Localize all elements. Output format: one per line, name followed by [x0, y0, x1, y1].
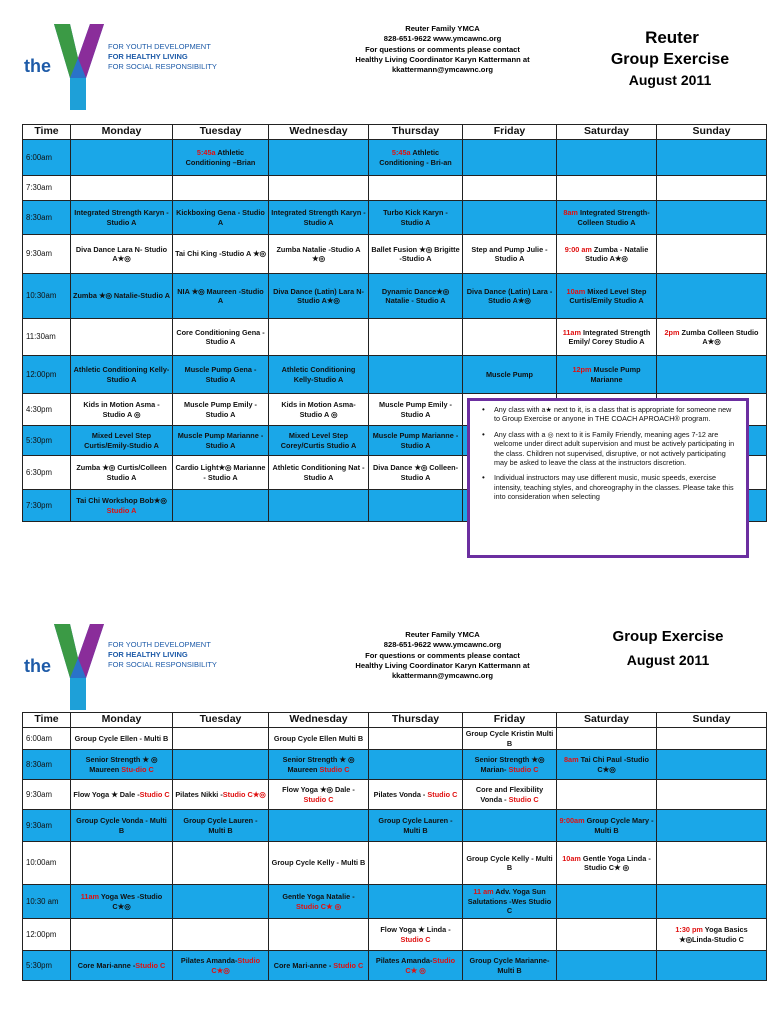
class-cell [369, 728, 463, 750]
table-row [23, 356, 767, 394]
class-cell [369, 750, 463, 780]
class-cell: Muscle Pump Marianne - Studio A [173, 426, 269, 456]
class-cell [557, 728, 657, 750]
ymca-tagline: FOR YOUTH DEVELOPMENT FOR HEALTHY LIVING FOR SOCIAL RESPONSIBILITY [108, 640, 217, 669]
class-cell [369, 842, 463, 885]
header-row [23, 713, 767, 728]
class-cell: Muscle Pump Marianne - Studio A [369, 426, 463, 456]
column-header: Thursday [369, 125, 463, 140]
class-cell [173, 176, 269, 201]
table-row [23, 176, 767, 201]
table-row [23, 319, 767, 356]
class-cell: 11 am Adv. Yoga Sun Salutations -Wes Studio C [463, 885, 557, 919]
svg-text:the: the [24, 656, 51, 676]
class-cell [269, 810, 369, 842]
svg-text:the: the [24, 56, 51, 76]
class-cell: 8am Tai Chi Paul -Studio C★◎ [557, 750, 657, 780]
class-cell: Core Mari-anne -Studio C [71, 951, 173, 981]
class-cell [269, 140, 369, 176]
class-cell [269, 919, 369, 951]
title-group-exercise: Group Exercise [610, 51, 730, 68]
class-cell [657, 728, 767, 750]
class-cell [463, 919, 557, 951]
table-row [23, 885, 767, 919]
time-cell: 9:30am [23, 810, 71, 842]
class-cell: Kids in Motion Asma- Studio A ◎ [269, 394, 369, 426]
note-item: • Any class with a ◎ next to it is Family Friendly, meaning ages 7-12 are welcome under direct adult supervision and must be actively participating in the class. Children not supervised, disruptive, or not actively participating may be asked to leave the class at the instructors discretion. [480, 430, 739, 468]
time-cell: 12:00pm [23, 919, 71, 951]
table-row [23, 235, 767, 274]
ymca-tagline: FOR YOUTH DEVELOPMENT FOR HEALTHY LIVING FOR SOCIAL RESPONSIBILITY [108, 42, 217, 71]
column-header: Tuesday [173, 125, 269, 140]
class-cell: 10am Gentle Yoga Linda -Studio C★ ◎ [557, 842, 657, 885]
time-cell: 5:30pm [23, 426, 71, 456]
class-cell [369, 490, 463, 522]
class-cell: Athletic Conditioning Kelly-Studio A [269, 356, 369, 394]
time-cell: 8:30am [23, 201, 71, 235]
time-cell: 9:30am [23, 235, 71, 274]
class-cell: Athletic Conditioning Kelly-Studio A [71, 356, 173, 394]
class-cell: 12pm Muscle Pump Marianne [557, 356, 657, 394]
class-cell [657, 842, 767, 885]
class-cell: 1:30 pm Yoga Basics ★◎Linda-Studio C [657, 919, 767, 951]
class-cell: Muscle Pump [463, 356, 557, 394]
class-cell: Group Cycle Kelly - Multi B [269, 842, 369, 885]
title-month: August 2011 [626, 652, 710, 668]
class-cell [71, 842, 173, 885]
class-cell [269, 490, 369, 522]
class-cell [173, 885, 269, 919]
class-cell: Integrated Strength Karyn - Studio A [71, 201, 173, 235]
class-cell: Pilates Amanda-Studio C★◎ [173, 951, 269, 981]
class-cell: Zumba ★◎ Natalie-Studio A [71, 274, 173, 319]
class-cell [71, 176, 173, 201]
table-row [23, 842, 767, 885]
class-cell [657, 201, 767, 235]
class-cell [173, 750, 269, 780]
table-row [23, 750, 767, 780]
time-cell: 6:00am [23, 140, 71, 176]
class-cell [71, 919, 173, 951]
class-cell: Tai Chi King -Studio A ★◎ [173, 235, 269, 274]
class-cell: Muscle Pump Emily - Studio A [173, 394, 269, 426]
column-header: Sunday [657, 713, 767, 728]
column-header: Tuesday [173, 713, 269, 728]
time-cell: 11:30am [23, 319, 71, 356]
class-cell [657, 885, 767, 919]
class-cell: Senior Strength ★ ◎ Maureen Studio C [269, 750, 369, 780]
time-cell: 6:00am [23, 728, 71, 750]
class-cell: Diva Dance (Latin) Lara N-Studio A★◎ [269, 274, 369, 319]
class-cell: Group Cycle Kelly - Multi B [463, 842, 557, 885]
class-cell [269, 176, 369, 201]
class-cell: Step and Pump Julie - Studio A [463, 235, 557, 274]
table-row [23, 728, 767, 750]
class-cell: Diva Dance (Latin) Lara -Studio A★◎ [463, 274, 557, 319]
column-header: Saturday [557, 713, 657, 728]
table-row [23, 201, 767, 235]
class-cell [369, 319, 463, 356]
schedule-section-2 [0, 600, 768, 1024]
time-cell: 10:00am [23, 842, 71, 885]
class-cell: 11am Yoga Wes -Studio C★◎ [71, 885, 173, 919]
class-cell: Turbo Kick Karyn - Studio A [369, 201, 463, 235]
column-header: Time [23, 713, 71, 728]
time-cell: 7:30am [23, 176, 71, 201]
class-cell [463, 319, 557, 356]
table-row [23, 780, 767, 810]
title-month: August 2011 [628, 72, 712, 88]
class-cell: Zumba Natalie -Studio A ★◎ [269, 235, 369, 274]
class-cell [463, 810, 557, 842]
class-cell: Gentle Yoga Natalie - Studio C★ ◎ [269, 885, 369, 919]
class-cell: Mixed Level Step Corey/Curtis Studio A [269, 426, 369, 456]
column-header: Saturday [557, 125, 657, 140]
class-cell: 5:45a Athletic Conditioning - Bri-an [369, 140, 463, 176]
schedule-table [22, 712, 767, 981]
class-cell: Group Cycle Lauren -Multi B [369, 810, 463, 842]
class-cell: Pilates Nikki -Studio C★◎ [173, 780, 269, 810]
class-cell: Group Cycle Ellen Multi B [269, 728, 369, 750]
table-row [23, 951, 767, 981]
class-cell: Zumba ★◎ Curtis/Colleen Studio A [71, 456, 173, 490]
class-cell: Muscle Pump Gena -Studio A [173, 356, 269, 394]
class-cell: NIA ★◎ Maureen -Studio A [173, 274, 269, 319]
class-cell [657, 356, 767, 394]
column-header: Wednesday [269, 713, 369, 728]
class-cell [269, 319, 369, 356]
class-cell: 11am Integrated Strength Emily/ Corey Studio A [557, 319, 657, 356]
class-cell [173, 490, 269, 522]
class-cell: 8am Integrated Strength-Colleen Studio A [557, 201, 657, 235]
class-cell [657, 750, 767, 780]
class-cell: Group Cycle Lauren - Multi B [173, 810, 269, 842]
table-row [23, 810, 767, 842]
time-cell: 4:30pm [23, 394, 71, 426]
class-cell: 9:00 am Zumba - Natalie Studio A★◎ [557, 235, 657, 274]
class-cell: Ballet Fusion ★◎ Brigitte -Studio A [369, 235, 463, 274]
title-reuter: Reuter [645, 28, 699, 47]
class-cell: Group Cycle Marianne- Multi B [463, 951, 557, 981]
class-cell: Tai Chi Workshop Bob★◎ Studio A [71, 490, 173, 522]
class-cell [369, 885, 463, 919]
class-cell: 10am Mixed Level Step Curtis/Emily Studio A [557, 274, 657, 319]
contact-info: Reuter Family YMCA 828-651-9622 www.ymcawnc.org For questions or comments please contact Healthy Living Coordinator Karyn Kattermann at kkattermann@ymcawnc.org [355, 24, 530, 75]
class-cell: Muscle Pump Emily - Studio A [369, 394, 463, 426]
column-header: Friday [463, 713, 557, 728]
class-cell: Kids in Motion Asma - Studio A ◎ [71, 394, 173, 426]
column-header: Monday [71, 713, 173, 728]
class-cell [657, 140, 767, 176]
class-cell: Integrated Strength Karyn - Studio A [269, 201, 369, 235]
class-cell: Athletic Conditioning Nat - Studio A [269, 456, 369, 490]
header-row [23, 125, 767, 140]
class-cell: Core and Flexibility Vonda - Studio C [463, 780, 557, 810]
class-cell: Flow Yoga ★ Linda -Studio C [369, 919, 463, 951]
table-row [23, 919, 767, 951]
time-cell: 10:30am [23, 274, 71, 319]
class-cell: Flow Yoga ★◎ Dale -Studio C [269, 780, 369, 810]
class-cell [173, 728, 269, 750]
title-group-exercise: Group Exercise [612, 628, 724, 645]
class-cell [463, 201, 557, 235]
class-cell [557, 780, 657, 810]
class-cell: Diva Dance ★◎ Colleen- Studio A [369, 456, 463, 490]
class-cell: Flow Yoga ★ Dale -Studio C [71, 780, 173, 810]
column-header: Friday [463, 125, 557, 140]
class-cell: Dynamic Dance★◎ Natalie - Studio A [369, 274, 463, 319]
class-cell [657, 810, 767, 842]
time-cell: 12:00pm [23, 356, 71, 394]
column-header: Wednesday [269, 125, 369, 140]
column-header: Monday [71, 125, 173, 140]
time-cell: 7:30pm [23, 490, 71, 522]
time-cell: 5:30pm [23, 951, 71, 981]
class-cell [557, 140, 657, 176]
class-cell [173, 919, 269, 951]
class-cell: Group Cycle Vonda - Multi B [71, 810, 173, 842]
class-cell [173, 842, 269, 885]
class-cell: Pilates Vonda - Studio C [369, 780, 463, 810]
time-cell: 6:30pm [23, 456, 71, 490]
class-cell [369, 176, 463, 201]
class-cell [657, 176, 767, 201]
class-cell: Core Conditioning Gena - Studio A [173, 319, 269, 356]
time-cell: 10:30 am [23, 885, 71, 919]
class-cell: 5:45a Athletic Conditioning –Brian [173, 140, 269, 176]
class-cell [71, 140, 173, 176]
class-cell [463, 140, 557, 176]
note-item: • Any class with a★ next to it, is a class that is appropriate for someone new to Group Exercise or anyone in THE COACH APROACH® program. [480, 405, 739, 424]
table-row [23, 140, 767, 176]
notes-box [467, 398, 749, 558]
class-cell: Senior Strength ★ ◎ Maureen Stu-dio C [71, 750, 173, 780]
contact-info: Reuter Family YMCA 828-651-9622 www.ymcawnc.org For questions or comments please contact Healthy Living Coordinator Karyn Kattermann at kkattermann@ymcawnc.org [355, 630, 530, 681]
column-header: Thursday [369, 713, 463, 728]
class-cell [657, 951, 767, 981]
time-cell: 8:30am [23, 750, 71, 780]
class-cell [657, 274, 767, 319]
table-row [23, 274, 767, 319]
class-cell: Senior Strength ★◎ Marian- Studio C [463, 750, 557, 780]
class-cell: Pilates Amanda-Studio C★ ◎ [369, 951, 463, 981]
class-cell [463, 176, 557, 201]
class-cell [657, 235, 767, 274]
class-cell: Cardio Light★◎ Marianne - Studio A [173, 456, 269, 490]
class-cell: 2pm Zumba Colleen Studio A★◎ [657, 319, 767, 356]
class-cell [657, 780, 767, 810]
class-cell: Core Mari-anne - Studio C [269, 951, 369, 981]
class-cell: 9:00am Group Cycle Mary - Multi B [557, 810, 657, 842]
class-cell [369, 356, 463, 394]
class-cell [71, 319, 173, 356]
column-header: Time [23, 125, 71, 140]
time-cell: 9:30am [23, 780, 71, 810]
class-cell: Mixed Level Step Curtis/Emily-Studio A [71, 426, 173, 456]
column-header: Sunday [657, 125, 767, 140]
class-cell [557, 176, 657, 201]
class-cell [557, 885, 657, 919]
class-cell: Diva Dance Lara N- Studio A★◎ [71, 235, 173, 274]
class-cell: Group Cycle Kristin Multi B [463, 728, 557, 750]
class-cell: Kickboxing Gena - Studio A [173, 201, 269, 235]
class-cell [557, 951, 657, 981]
class-cell [557, 919, 657, 951]
class-cell: Group Cycle Ellen - Multi B [71, 728, 173, 750]
note-item: • Individual instructors may use different music, music speeds, exercise intensity, teaching styles, and choreography in the classes. Please take this into consideration when selecting [480, 473, 739, 501]
